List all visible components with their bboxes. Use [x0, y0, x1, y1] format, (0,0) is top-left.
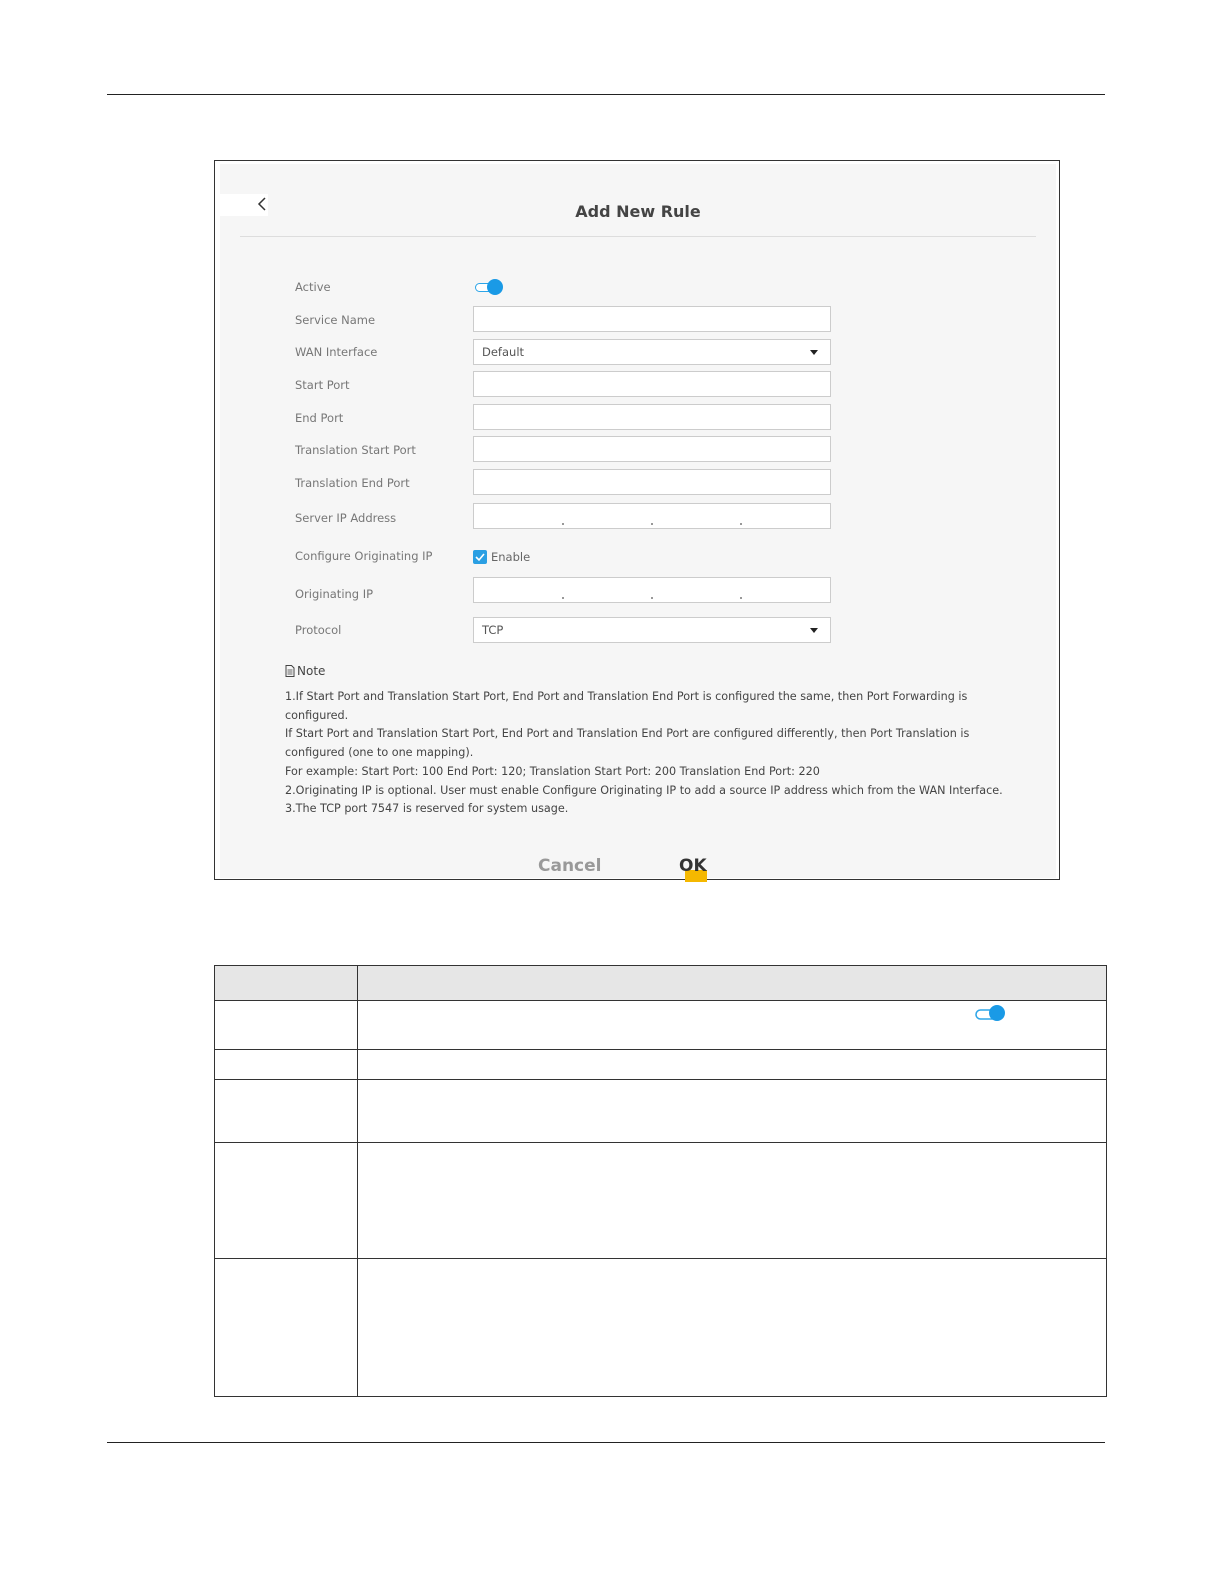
note-line: configured (one to one mapping).	[285, 746, 474, 759]
document-icon	[285, 665, 295, 677]
service-name-input[interactable]	[473, 306, 831, 332]
table-header-cell	[215, 966, 358, 1001]
note-line: If Start Port and Translation Start Port, End Port and Translation End Port are configured differently, then Port Translation is	[285, 727, 970, 740]
note-line: 1.If Start Port and Translation Start Port, End Port and Translation End Port is configured the same, then Port Forwarding is	[285, 690, 968, 703]
table-cell	[215, 1080, 358, 1143]
protocol-label: Protocol	[295, 623, 342, 637]
note-line: 2.Originating IP is optional. User must enable Configure Originating IP to add a source IP address which from the WAN Interface.	[285, 784, 1003, 797]
note-line: 3.The TCP port 7547 is reserved for system usage.	[285, 802, 569, 815]
ip-separator	[740, 523, 742, 525]
cancel-button[interactable]: Cancel	[538, 856, 602, 876]
table-row	[215, 1259, 1107, 1397]
note-heading-text: Note	[297, 664, 326, 678]
ok-button[interactable]: OK	[679, 856, 707, 876]
page-footer-rule	[107, 1442, 1105, 1443]
ip-separator	[562, 523, 564, 525]
wan-interface-label: WAN Interface	[295, 345, 378, 359]
table-cell	[358, 1259, 1107, 1397]
add-new-rule-screenshot	[214, 160, 1060, 880]
enable-checkbox-label: Enable	[491, 550, 531, 564]
description-table	[214, 965, 1107, 1397]
note-line: configured.	[285, 709, 349, 722]
originating-ip-label: Originating IP	[295, 587, 374, 601]
table-row	[215, 1050, 1107, 1080]
table-cell	[358, 1143, 1107, 1259]
originating-ip-input[interactable]	[473, 577, 831, 603]
start-port-input[interactable]	[473, 371, 831, 397]
translation-start-port-label: Translation Start Port	[295, 443, 416, 457]
toggle-switch-icon	[973, 1004, 1007, 1024]
caret-down-icon	[810, 628, 818, 633]
table-cell	[215, 1001, 358, 1050]
dialog-title: Add New Rule	[575, 202, 701, 221]
table-header-cell	[358, 966, 1107, 1001]
table-cell	[215, 1050, 358, 1080]
server-ip-input[interactable]	[473, 503, 831, 529]
table-cell	[215, 1259, 358, 1397]
translation-end-port-label: Translation End Port	[295, 476, 410, 490]
active-toggle[interactable]	[473, 279, 505, 296]
protocol-value: TCP	[482, 623, 504, 637]
page-header-rule	[107, 94, 1105, 95]
end-port-input[interactable]	[473, 404, 831, 430]
ip-separator	[562, 597, 564, 599]
start-port-label: Start Port	[295, 378, 350, 392]
title-divider	[240, 236, 1036, 237]
wan-interface-value: Default	[482, 345, 525, 359]
table-cell	[358, 1050, 1107, 1080]
server-ip-label: Server IP Address	[295, 511, 397, 525]
ip-separator	[651, 597, 653, 599]
configure-originating-ip-label: Configure Originating IP	[295, 549, 433, 563]
enable-checkbox[interactable]	[473, 550, 487, 564]
table-cell	[215, 1143, 358, 1259]
toggle-knob	[487, 279, 503, 295]
translation-end-port-input[interactable]	[473, 469, 831, 495]
ip-separator	[651, 523, 653, 525]
service-name-label: Service Name	[295, 313, 376, 327]
ip-separator	[740, 597, 742, 599]
wan-interface-select[interactable]	[473, 339, 831, 365]
table-row	[215, 1143, 1107, 1259]
protocol-select[interactable]	[473, 617, 831, 643]
note-heading	[285, 664, 325, 678]
table-row	[215, 1080, 1107, 1143]
dialog-panel	[220, 164, 1056, 878]
caret-down-icon	[810, 350, 818, 355]
active-label: Active	[295, 280, 331, 294]
end-port-label: End Port	[295, 411, 344, 425]
translation-start-port-input[interactable]	[473, 436, 831, 462]
table-cell	[358, 1080, 1107, 1143]
note-line: For example: Start Port: 100 End Port: 120; Translation Start Port: 200 Translation End Port: 220	[285, 765, 820, 778]
table-header-row	[215, 966, 1107, 1001]
